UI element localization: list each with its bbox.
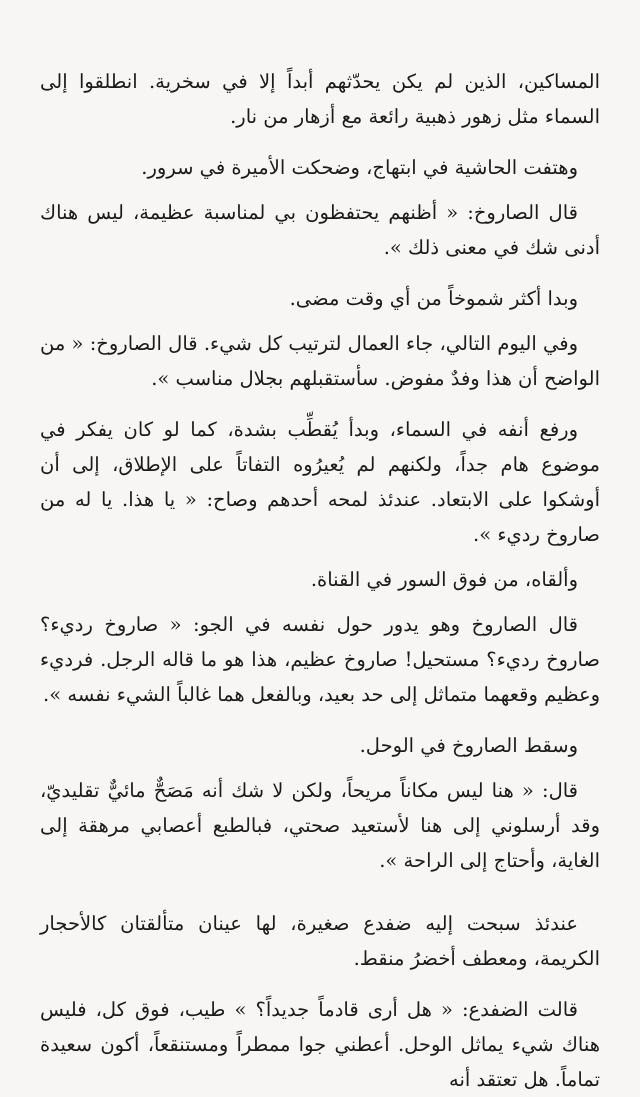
paragraph-9: وسقط الصاروخ في الوحل. bbox=[359, 734, 578, 757]
paragraph-2: وهتفت الحاشية في ابتهاج، وضحكت الأميرة في سرور. bbox=[141, 156, 578, 179]
paragraph-8: قال الصاروخ وهو يدور حول نفسه في الجو: « صاروخ رديء؟ صاروخ رديء؟ مستحيل! صاروخ عظيم، هذا هو ما قاله الرجل. فرديء وعظيم وقعهما متماثل إلى حد بعيد، وبالفعل هما غالباً الشيء نفسه ». bbox=[40, 613, 600, 706]
paragraph-7: وألقاه، من فوق السور في القناة. bbox=[310, 568, 578, 591]
paragraph-12: قالت الضفدع: « هل أرى قادماً جديداً؟ » طيب، فوق كل، فليس هناك شيء يماثل الوحل. أعطني جوا ممطراً ومستنقعاً، أكون سعيدة تماماً. هل تعتقد أنه bbox=[40, 998, 600, 1091]
paragraph-10: قال: « هنا ليس مكاناً مريحاً، ولكن لا شك أنه مَصَحٌّ مائيٌّ تقليديّ، وقد أرسلوني إلى هنا لأستعيد صحتي، فبالطبع أعصابي مرهقة إلى الغاية، وأحتاج إلى الراحة ». bbox=[40, 779, 600, 872]
paragraph-11: عندئذ سبحت إليه ضفدع صغيرة، لها عينان متألقتان كالأحجار الكريمة، ومعطف أخضرُ منقط. bbox=[40, 912, 600, 970]
paragraph-5: وفي اليوم التالي، جاء العمال لترتيب كل شيء. قال الصاروخ: « من الواضح أن هذا وفدٌ مفوض. سأستقبلهم بجلال مناسب ». bbox=[40, 332, 600, 390]
paragraph-6: ورفع أنفه في السماء، وبدأ يُقطِّب بشدة، كما لو كان يفكر في موضوع هام جداً، ولكنهم لم يُعيرُوه التفاتاً على الإطلاق، إلى أن أوشكوا على الابتعاد. عندئذ لمحه أحدهم وصاح: « يا هذا. يا له من صاروخ رديء ». bbox=[40, 418, 600, 546]
paragraph-3: قال الصاروخ: « أظنهم يحتفظون بي لمناسبة عظيمة، ليس هناك أدنى شك في معنى ذلك ». bbox=[40, 201, 600, 259]
paragraph-4: وبدا أكثر شموخاً من أي وقت مضى. bbox=[289, 287, 578, 310]
paragraph-1: المساكين، الذين لم يكن يحدّثهم أبداً إلا في سخرية. انطلقوا إلى السماء مثل زهور ذهبية رائعة مع أزهار من نار. bbox=[40, 70, 600, 128]
